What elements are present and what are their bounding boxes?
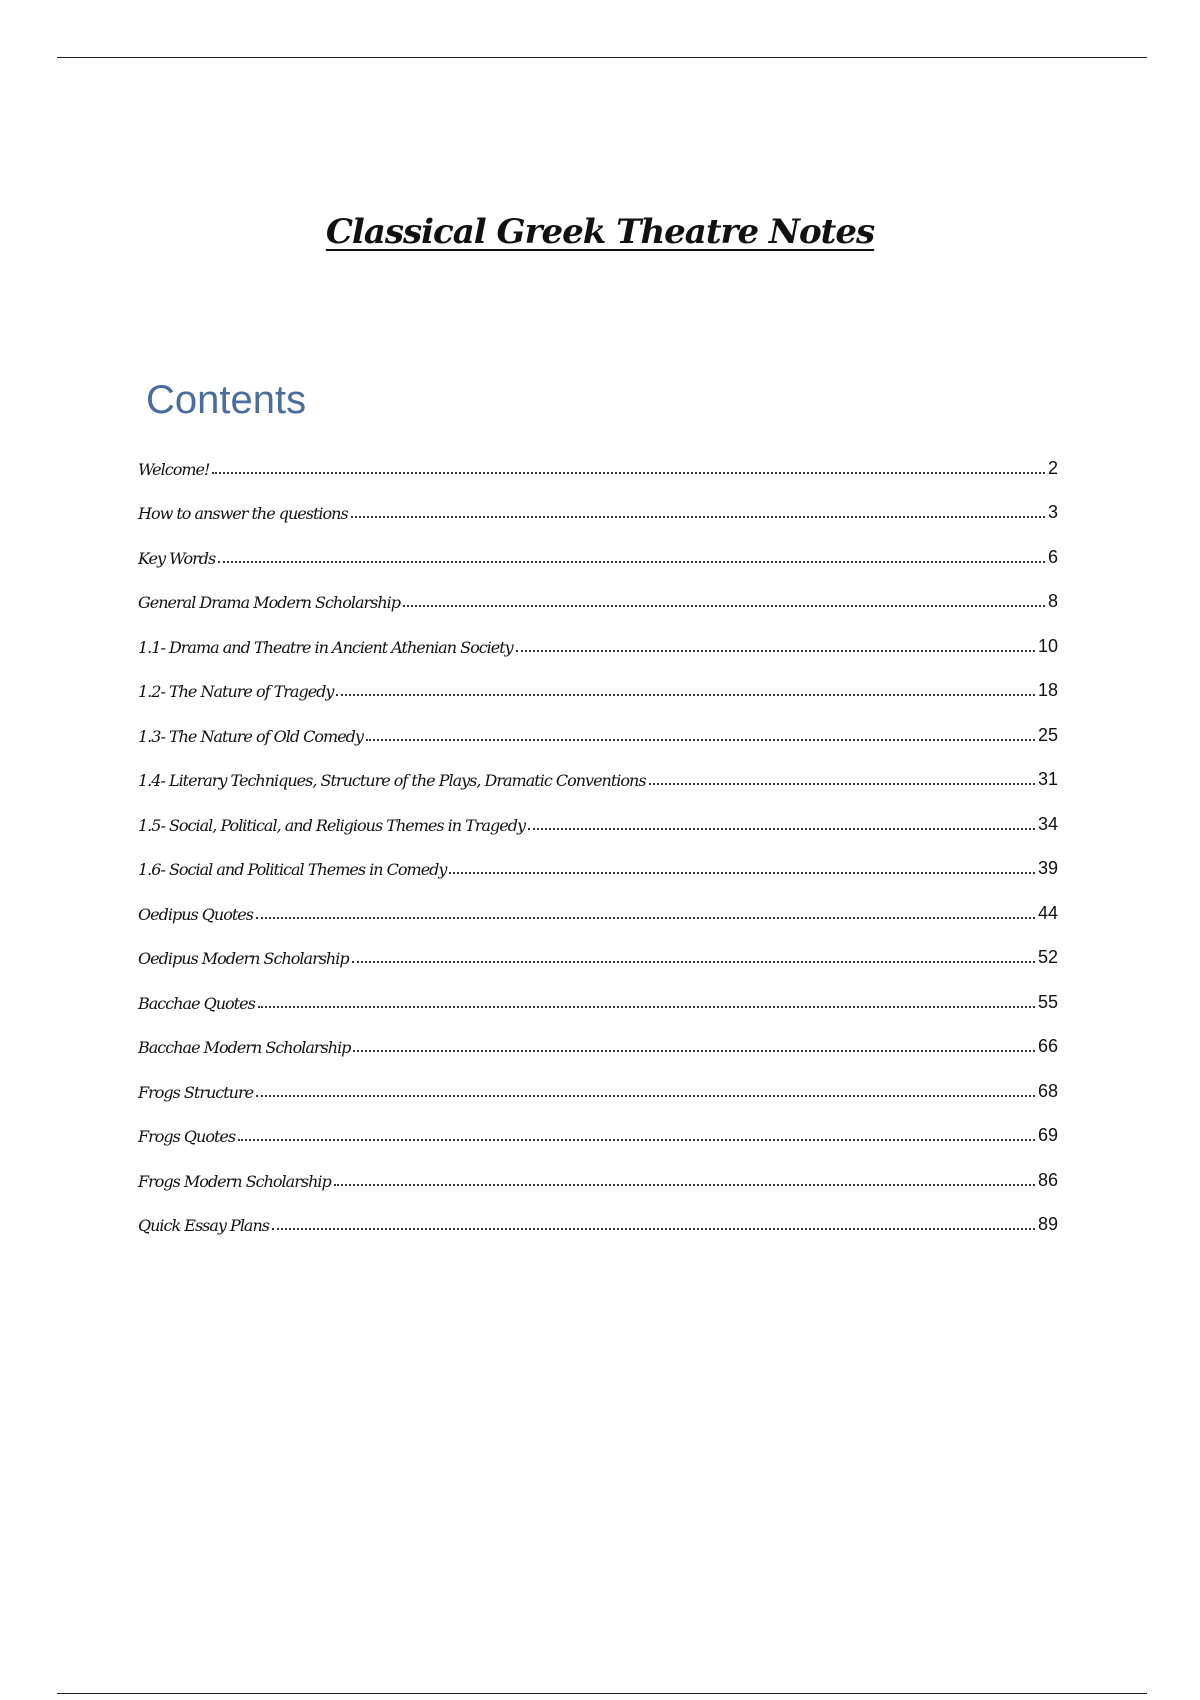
- toc-entry-label[interactable]: Bacchae Modern Scholarship: [138, 1038, 351, 1057]
- toc-dot-leader: [449, 872, 1035, 874]
- toc-entry[interactable]: [138, 837, 1058, 882]
- toc-entry[interactable]: [138, 703, 1058, 748]
- toc-entry[interactable]: [138, 614, 1058, 659]
- toc-entry[interactable]: [138, 926, 1058, 971]
- toc-dot-leader: [528, 828, 1035, 830]
- toc-dot-leader: [256, 917, 1035, 919]
- toc-entry[interactable]: [138, 659, 1058, 704]
- toc-entry[interactable]: [138, 970, 1058, 1015]
- toc-entry-label[interactable]: 1.1- Drama and Theatre in Ancient Athenian Society: [138, 637, 513, 657]
- toc-entry-page[interactable]: 66: [1037, 1036, 1058, 1056]
- footer-rule: [57, 1693, 1147, 1694]
- toc-dot-leader: [334, 1184, 1035, 1186]
- document-title: [0, 212, 1200, 252]
- toc-entry-label[interactable]: 1.3- The Nature of Old Comedy: [138, 726, 363, 746]
- toc-entry-page[interactable]: 69: [1037, 1125, 1058, 1145]
- toc-entry-page[interactable]: 86: [1037, 1169, 1058, 1190]
- toc-entry-page[interactable]: 44: [1037, 902, 1058, 923]
- toc-entry-label[interactable]: Oedipus Quotes: [138, 904, 253, 924]
- toc-dot-leader: [212, 472, 1045, 474]
- toc-entry[interactable]: [138, 792, 1058, 837]
- toc-entry-page[interactable]: 31: [1037, 769, 1058, 789]
- header-rule: [57, 57, 1147, 58]
- toc-dot-leader: [649, 783, 1035, 785]
- toc-entry-label[interactable]: How to answer the questions: [138, 504, 348, 523]
- toc-entry-page[interactable]: 8: [1047, 591, 1058, 611]
- toc-entry[interactable]: [138, 1193, 1058, 1238]
- toc-dot-leader: [516, 650, 1035, 652]
- toc-entry-page[interactable]: 25: [1037, 724, 1058, 745]
- toc-entry-label[interactable]: 1.6- Social and Political Themes in Comedy: [138, 860, 447, 879]
- toc-entry-label[interactable]: Frogs Structure: [138, 1082, 254, 1102]
- toc-entry-label[interactable]: 1.4- Literary Techniques, Structure of the Plays, Dramatic Conventions: [138, 771, 646, 790]
- toc-dot-leader: [238, 1139, 1035, 1141]
- toc-dot-leader: [352, 961, 1035, 963]
- toc-entry-label[interactable]: General Drama Modern Scholarship: [138, 593, 401, 612]
- toc-entry-page[interactable]: 89: [1037, 1214, 1058, 1234]
- toc-entry-label[interactable]: Frogs Quotes: [138, 1127, 236, 1146]
- toc-entry-page[interactable]: 55: [1037, 991, 1058, 1012]
- toc-entry-page[interactable]: 68: [1037, 1080, 1058, 1101]
- toc-entry-label[interactable]: Quick Essay Plans: [138, 1216, 269, 1235]
- toc-entry-label[interactable]: Key Words: [138, 548, 216, 568]
- toc-dot-leader: [403, 605, 1045, 607]
- toc-entry-label[interactable]: Welcome!: [138, 459, 210, 479]
- toc-entry-label[interactable]: 1.5- Social, Political, and Religious Themes in Tragedy: [138, 815, 526, 835]
- toc-entry-page[interactable]: 10: [1037, 635, 1058, 656]
- toc-entry-page[interactable]: 18: [1037, 680, 1058, 700]
- toc-entry[interactable]: [138, 481, 1058, 526]
- toc-entry-label[interactable]: Frogs Modern Scholarship: [138, 1171, 331, 1191]
- toc-entry[interactable]: [138, 1059, 1058, 1104]
- toc-entry-label[interactable]: 1.2- The Nature of Tragedy: [138, 682, 334, 701]
- toc-entry[interactable]: [138, 570, 1058, 615]
- toc-entry-page[interactable]: 39: [1037, 858, 1058, 878]
- toc-entry[interactable]: [138, 1104, 1058, 1149]
- table-of-contents: [138, 436, 1058, 1237]
- toc-dot-leader: [256, 1095, 1035, 1097]
- toc-entry-label[interactable]: Oedipus Modern Scholarship: [138, 949, 349, 968]
- toc-entry-page[interactable]: 6: [1047, 546, 1058, 567]
- toc-dot-leader: [336, 694, 1035, 696]
- toc-entry-page[interactable]: 52: [1037, 947, 1058, 967]
- toc-entry[interactable]: [138, 1015, 1058, 1060]
- toc-dot-leader: [218, 561, 1045, 563]
- toc-entry[interactable]: [138, 748, 1058, 793]
- toc-dot-leader: [353, 1050, 1035, 1052]
- toc-entry[interactable]: [138, 436, 1058, 481]
- toc-entry[interactable]: [138, 881, 1058, 926]
- toc-entry[interactable]: [138, 1148, 1058, 1193]
- toc-entry-page[interactable]: 34: [1037, 813, 1058, 834]
- toc-dot-leader: [272, 1228, 1035, 1230]
- toc-dot-leader: [351, 516, 1045, 518]
- document-title-text: Classical Greek Theatre Notes: [325, 212, 875, 252]
- toc-dot-leader: [366, 739, 1035, 741]
- toc-entry-page[interactable]: 2: [1047, 457, 1058, 478]
- toc-dot-leader: [258, 1006, 1035, 1008]
- contents-heading: Contents: [146, 378, 307, 422]
- toc-entry-label[interactable]: Bacchae Quotes: [138, 993, 255, 1013]
- toc-entry[interactable]: [138, 525, 1058, 570]
- toc-entry-page[interactable]: 3: [1047, 502, 1058, 522]
